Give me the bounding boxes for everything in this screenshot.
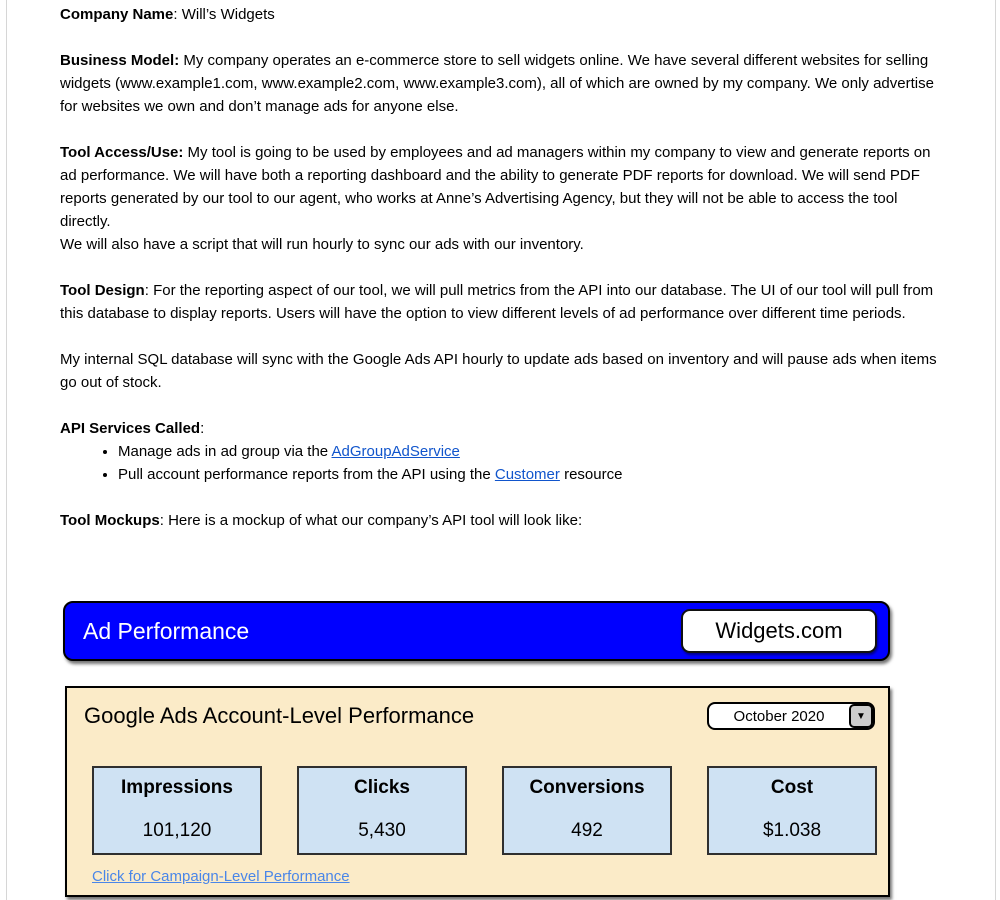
api-services-label: API Services Called (60, 420, 201, 437)
company-name-label: Company Name (60, 6, 174, 23)
paragraph-sql-sync (60, 348, 940, 394)
tool-access-line2: We will also have a script that will run hourly to sync our ads with our inventory. (60, 236, 584, 253)
account-performance-panel (65, 686, 890, 897)
paragraph-tool-access (60, 141, 940, 256)
bullet2-text: Pull account performance reports from the API using the (118, 466, 495, 483)
metric-label: Clicks (354, 777, 410, 798)
tool-design-text: : For the reporting aspect of our tool, we will pull metrics from the API into our database. The UI of our tool will pull from this database to display reports. Users will have the option to view different levels of ad performance over different time periods. (60, 282, 934, 322)
paragraph-company-name (60, 3, 940, 26)
paragraph-tool-mockups (60, 509, 940, 532)
metric-label: Conversions (529, 777, 645, 798)
customer-link[interactable]: Customer (494, 466, 560, 483)
document-body (60, 3, 940, 555)
tool-access-text: My tool is going to be used by employees and ad managers within my company to view and generate reports on ad performance. We will have both a reporting dashboard and the ability to generate PDF reports for download. We will send PDF reports generated by our tool to our agent, who works at Anne’s Advertising Agency, but they will not be able to access the tool directly. (60, 144, 931, 230)
chevron-down-icon[interactable]: ▼ (849, 704, 873, 728)
metric-card-clicks (297, 766, 467, 855)
tool-mockups-label: Tool Mockups (60, 512, 160, 529)
tool-mockups-text: : Here is a mockup of what our company’s API tool will look like: (159, 512, 583, 529)
list-item (118, 440, 940, 463)
panel-title: Google Ads Account-Level Performance (84, 703, 475, 728)
company-name-value: : Will’s Widgets (173, 6, 275, 23)
paragraph-tool-design (60, 279, 940, 325)
metric-label: Cost (770, 777, 814, 798)
sql-sync-text: My internal SQL database will sync with the Google Ads API hourly to update ads based on inventory and will pause ads when items go out of stock. (60, 351, 937, 391)
api-services-list (60, 440, 940, 486)
list-item (118, 463, 940, 486)
page-right-edge (995, 0, 996, 900)
tool-access-label: Tool Access/Use: (60, 144, 184, 161)
page-left-edge (6, 0, 7, 900)
metric-cards-row (67, 766, 888, 855)
metric-card-impressions (92, 766, 262, 855)
bullet2-post: resource (559, 466, 623, 483)
metric-value: 492 (571, 820, 603, 841)
paragraph-business-model (60, 49, 940, 118)
bullet1-text: Manage ads in ad group via the (118, 443, 332, 460)
metric-value: 101,120 (142, 820, 212, 841)
campaign-level-link[interactable]: Click for Campaign-Level Performance (92, 868, 350, 885)
paragraph-api-services (60, 417, 940, 440)
month-dropdown-value: October 2020 (733, 707, 825, 725)
widgets-site-button[interactable]: Widgets.com (681, 609, 877, 653)
metric-label: Impressions (121, 777, 233, 798)
tool-design-label: Tool Design (60, 282, 145, 299)
metric-value: 5,430 (358, 820, 406, 841)
api-services-colon: : (200, 420, 205, 437)
metric-card-conversions (502, 766, 672, 855)
mockup-header-title: Ad Performance (83, 617, 250, 644)
mockup-header-bar (63, 601, 890, 661)
metric-card-cost (707, 766, 877, 855)
adgroupadservice-link[interactable]: AdGroupAdService (331, 443, 460, 460)
month-dropdown[interactable] (707, 702, 875, 730)
panel-title-row (67, 688, 888, 730)
metric-value: $1.038 (762, 820, 822, 841)
business-model-text: My company operates an e-commerce store to sell widgets online. We have several different websites for selling widgets (www.example1.com, www.example2.com, www.example3.com), all of which are owned by my company. We only advertise for websites we own and don’t manage ads for anyone else. (60, 52, 934, 115)
business-model-label: Business Model: (60, 52, 180, 69)
